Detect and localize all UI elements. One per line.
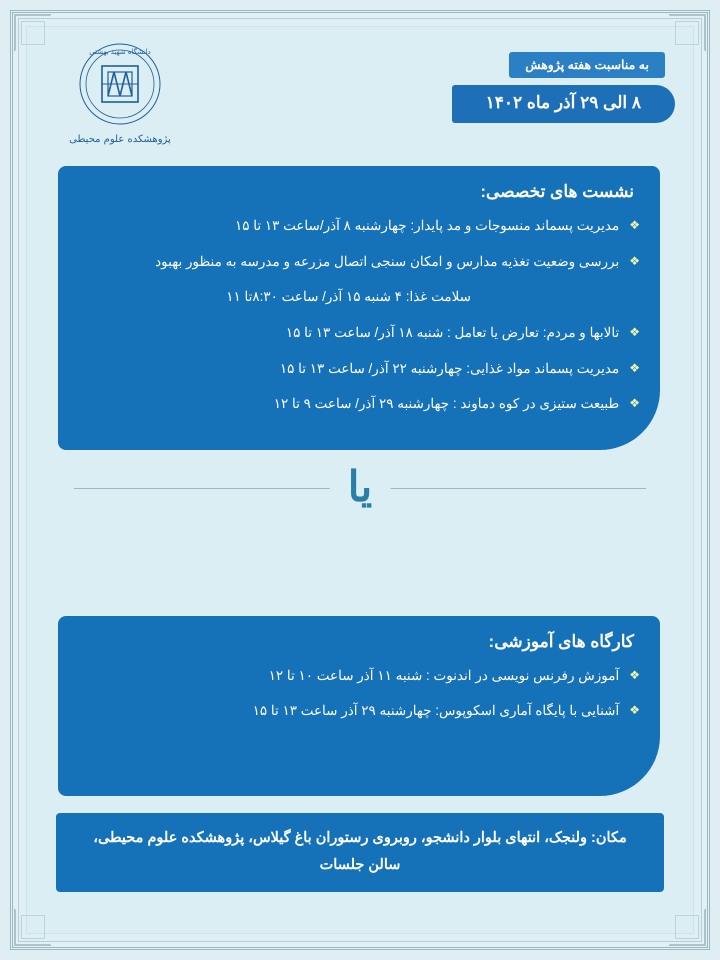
list-item [78,250,640,274]
location-banner: مکان: ولنجک، انتهای بلوار دانشجو، روبروی رستوران باغ گیلاس، پژوهشکده علوم محیطی، سالن جلسات [56,813,664,892]
sessions-list [78,214,640,416]
workshop-item-text: آشنایی با پایگاه آماری اسکوپوس: چهارشنبه ۲۹ آذر ساعت ۱۳ تا ۱۵ [252,703,620,719]
workshop-item-text: آموزش رفرنس نویسی در اندنوت : شنبه ۱۱ آذر ساعت ۱۰ تا ۱۲ [268,667,620,683]
list-item [78,664,640,688]
calligraphy-ornament: یا [330,460,391,515]
svg-text:پژوهشکده علوم محیطی: پژوهشکده علوم محیطی [69,134,171,145]
session-item-text: سلامت غذا: ۴ شنبه ۱۵ آذر/ ساعت ۸:۳۰تا ۱۱ [226,289,471,305]
poster-content [30,30,690,930]
list-item [78,357,640,381]
university-logo [60,38,180,160]
list-item [78,392,640,416]
date-badge: ۸ الی ۲۹ آذر ماه ۱۴۰۲ [452,85,675,123]
diamond-bullet-icon: ❖ [629,253,640,268]
list-item [78,214,640,238]
diamond-bullet-icon: ❖ [629,218,640,232]
diamond-bullet-icon: ❖ [629,360,640,375]
sessions-title: نشست های تخصصی: [480,182,634,201]
session-item-text: بررسی وضعیت تغذیه مدارس و امکان سنجی اتصال مزرعه و مدرسه به منظور بهبود [155,253,620,269]
diamond-bullet-icon: ❖ [629,667,640,682]
poster-header [30,30,690,160]
occasion-badge: به مناسبت هفته پژوهش [509,52,665,78]
diamond-bullet-icon: ❖ [629,396,640,411]
diamond-bullet-icon: ❖ [629,703,640,718]
workshops-panel [58,616,660,796]
list-item [78,699,640,723]
diamond-bullet-icon: ❖ [629,324,640,339]
session-item-text: مدیریت پسماند منسوجات و مد پایدار: چهارشنبه ۸ آذر/ساعت ۱۳ تا ۱۵ [234,218,620,233]
workshops-title: کارگاه های آموزشی: [488,631,634,651]
list-item [78,321,640,345]
svg-text:دانشگاه شهید بهشتی: دانشگاه شهید بهشتی [89,48,151,56]
sessions-panel [58,166,660,450]
list-item [78,285,640,309]
session-item-text: طبیعت ستیزی در کوه دماوند : چهارشنبه ۲۹ آذر/ ساعت ۹ تا ۱۲ [273,396,620,412]
session-item-text: مدیریت پسماند مواد غذایی: چهارشنبه ۲۲ آذر/ ساعت ۱۳ تا ۱۵ [279,360,620,376]
session-item-text: تالابها و مردم: تعارض یا تعامل : شنبه ۱۸ آذر/ ساعت ۱۳ تا ۱۵ [285,324,620,340]
section-divider [74,462,646,520]
workshops-list [78,664,640,723]
